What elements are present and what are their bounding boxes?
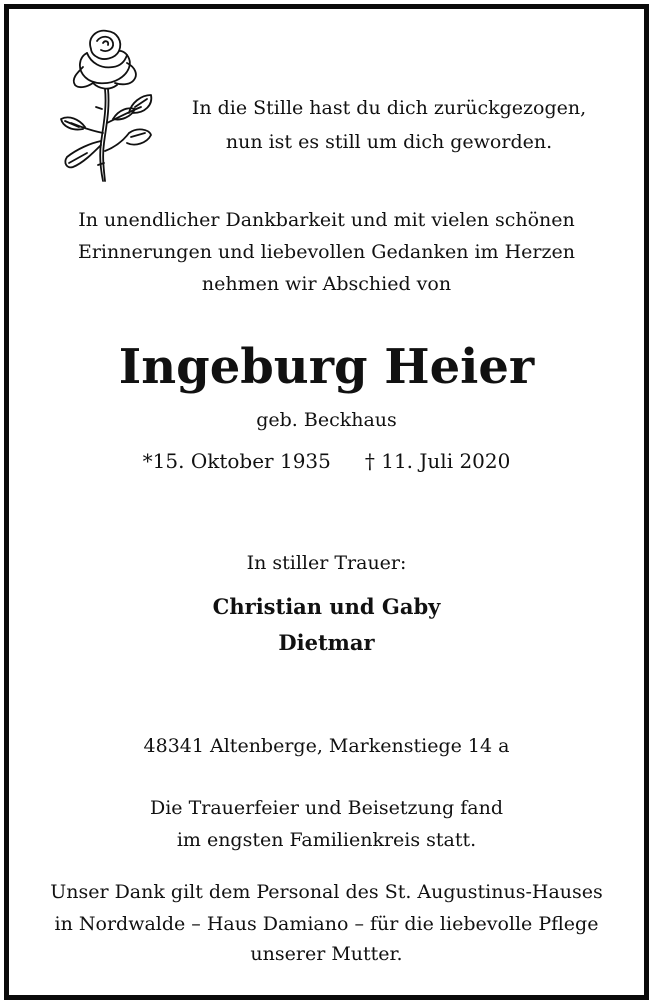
obituary-notice bbox=[4, 4, 649, 1000]
death-date: † 11. Juli 2020 bbox=[364, 449, 511, 473]
maiden-name: geb. Beckhaus bbox=[256, 409, 397, 431]
intro-line-3: nehmen wir Abschied von bbox=[201, 273, 452, 295]
address: 48341 Altenberge, Markenstiege 14 a bbox=[143, 735, 510, 757]
funeral-line-2: im engsten Familienkreis statt. bbox=[176, 829, 477, 851]
family-line-2: Dietmar bbox=[278, 630, 375, 655]
quote-line-1: In die Stille hast du dich zurückgezogen, bbox=[191, 97, 587, 119]
thanks-line-1: Unser Dank gilt dem Personal des St. Augustinus-Hauses bbox=[50, 881, 603, 903]
birth-date: *15. Oktober 1935 bbox=[142, 449, 331, 473]
deceased-name: Ingeburg Heier bbox=[118, 339, 535, 395]
quote-line-2: nun ist es still um dich geworden. bbox=[225, 131, 553, 153]
intro-line-2: Erinnerungen und liebevollen Gedanken im Herzen bbox=[77, 241, 575, 263]
mourning-heading: In stiller Trauer: bbox=[246, 552, 407, 574]
thanks-line-3: unserer Mutter. bbox=[250, 943, 403, 965]
life-dates bbox=[9, 449, 644, 473]
family-line-1: Christian und Gaby bbox=[212, 594, 441, 619]
intro-line-1: In unendlicher Dankbarkeit und mit vielen schönen bbox=[78, 209, 575, 231]
funeral-line-1: Die Trauerfeier und Beisetzung fand bbox=[150, 797, 503, 819]
rose-icon bbox=[57, 23, 157, 185]
thanks-line-2: in Nordwalde – Haus Damiano – für die liebevolle Pflege bbox=[54, 913, 599, 935]
